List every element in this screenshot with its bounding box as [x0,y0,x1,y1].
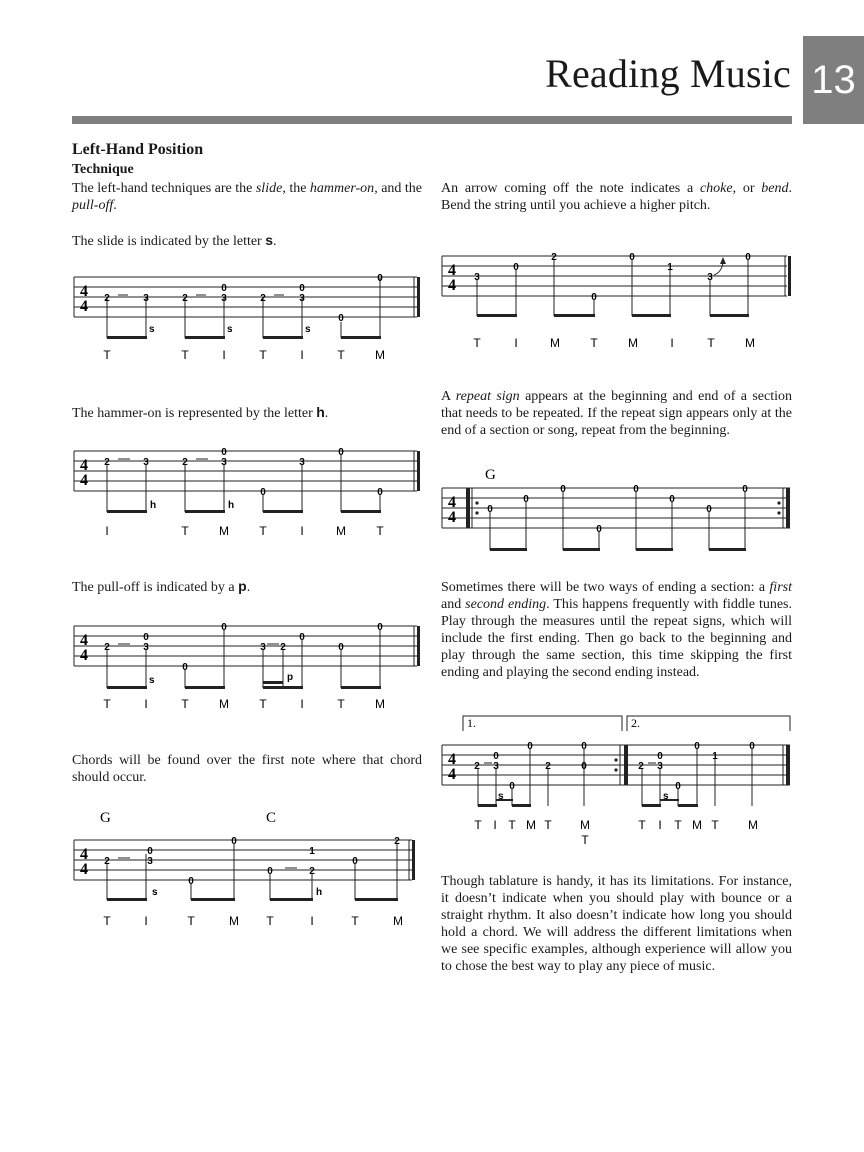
finger-label: I [144,697,148,711]
fret-number: 0 [633,484,639,495]
finger-label: T [181,348,189,362]
fret-number: 0 [487,504,493,515]
finger-label: M [692,818,702,832]
fret-number: 0 [657,751,663,762]
fret-number: 0 [221,283,227,294]
finger-label: T [351,914,359,928]
finger-label: T [581,833,589,847]
fret-number: 3 [143,457,149,468]
choke-paragraph: An arrow coming off the note indicates a choke, or bend. Bend the string until you achieve a higher pitch. [441,181,792,213]
finger-label: M [580,818,590,832]
time-sig-bottom: 4 [448,509,456,526]
finger-label: T [474,818,482,832]
finger-label: T [103,914,111,928]
finger-label: T [259,348,267,362]
finger-label: M [550,336,560,350]
fret-number: 0 [581,741,587,752]
time-sig-bottom: 4 [448,766,456,783]
fret-number: 0 [377,273,383,284]
fret-number: 3 [657,761,663,772]
finger-label: M [219,524,229,538]
fret-number: 0 [299,283,305,294]
finger-label: I [493,818,497,832]
fret-number: 3 [221,457,227,468]
time-sig-bottom: 4 [80,647,88,664]
technique-mark: h [316,887,323,898]
time-sig-bottom: 4 [80,472,88,489]
finger-label: I [105,524,109,538]
fret-number: 0 [509,781,515,792]
fret-number: 3 [474,272,480,283]
finger-label: T [103,348,111,362]
time-sig-top: 4 [80,457,88,474]
fret-number: 0 [182,662,188,673]
fret-number: 3 [707,272,713,283]
time-sig-bottom: 4 [80,861,88,878]
finger-label: M [748,818,758,832]
finger-label: M [336,524,346,538]
time-sig-top: 4 [448,494,456,511]
fret-number: 2 [638,761,644,772]
finger-label: T [508,818,516,832]
fret-number: 0 [513,262,519,273]
technique-mark: s [149,675,155,686]
fret-number: 0 [267,866,273,877]
fret-number: 2 [104,642,110,653]
fret-number: 0 [745,252,751,263]
chord-name: G [485,467,496,483]
finger-label: I [300,524,304,538]
finger-label: T [674,818,682,832]
finger-label: M [375,697,385,711]
fret-number: 0 [493,751,499,762]
repeat-paragraph: A repeat sign appears at the beginning and end of a section that needs to be repeated. If the repeat sign appears only at the end of a section or song, repeat from the beginning. [441,389,792,438]
finger-label: M [393,914,403,928]
fret-number: 2 [104,856,110,867]
finger-label: I [658,818,662,832]
fret-number: 0 [260,487,266,498]
fret-number: 0 [675,781,681,792]
fret-number: 3 [143,642,149,653]
ending-label: 1. [467,716,476,730]
fret-number: 0 [523,494,529,505]
fret-number: 0 [669,494,675,505]
fret-number: 3 [143,293,149,304]
fret-number: 0 [377,622,383,633]
technique-mark: s [227,324,233,335]
fret-number: 2 [104,293,110,304]
finger-label: I [300,348,304,362]
fret-number: 0 [377,487,383,498]
fret-number: 0 [596,524,602,535]
finger-label: T [259,697,267,711]
fret-number: 2 [280,642,286,653]
finger-label: M [526,818,536,832]
fret-number: 3 [221,293,227,304]
finger-label: M [375,348,385,362]
fret-number: 3 [260,642,266,653]
fret-number: 0 [742,484,748,495]
fret-number: 0 [221,622,227,633]
technique-mark: h [150,500,157,511]
fret-number: 2 [182,293,188,304]
chords-paragraph: Chords will be found over the first note where that chord should occur. [72,753,422,785]
time-sig-top: 4 [80,846,88,863]
fret-number: 1 [712,751,718,762]
pull-paragraph: The pull-off is indicated by a p. [72,578,251,595]
finger-label: M [229,914,239,928]
fret-number: 3 [299,457,305,468]
finger-label: T [376,524,384,538]
finger-label: T [181,524,189,538]
technique-mark: s [152,887,158,898]
fret-number: 2 [104,457,110,468]
finger-label: T [473,336,481,350]
section-title: Left-Hand Position [72,141,204,158]
limits-paragraph: Though tablature is handy, it has its limitations. For instance, it doesn’t indicate when you should play with bounce or a straight rhythm. It also doesn’t indicate how long you should hold a chord. We will address the different limitations when we see specific examples, although experience will allow you to chose the best way to play any piece of music. [441,874,792,974]
fret-number: 0 [147,846,153,857]
chord-name: C [266,810,277,826]
fret-number: 2 [309,866,315,877]
finger-label: I [144,914,148,928]
fret-number: 1 [309,846,315,857]
technique-mark: s [663,791,669,802]
fret-number: 0 [299,632,305,643]
fret-number: 0 [188,876,194,887]
fret-number: 0 [706,504,712,515]
finger-label: M [219,697,229,711]
finger-label: T [544,818,552,832]
fret-number: 2 [545,761,551,772]
finger-label: M [628,336,638,350]
hammer-paragraph: The hammer-on is represented by the letter h. [72,404,329,421]
finger-label: I [514,336,518,350]
fret-number: 3 [299,293,305,304]
fret-number: 1 [667,262,673,273]
finger-label: T [638,818,646,832]
page-number: 13 [811,57,856,102]
fret-number: 2 [394,836,400,847]
time-sig-top: 4 [80,632,88,649]
finger-label: T [266,914,274,928]
fret-number: 0 [749,741,755,752]
fret-number: 3 [147,856,153,867]
page-title: Reading Music [545,51,791,96]
technique-mark: h [228,500,235,511]
finger-label: T [259,524,267,538]
finger-label: T [590,336,598,350]
chord-name: G [100,810,111,826]
fret-number: 2 [551,252,557,263]
time-sig-top: 4 [448,751,456,768]
finger-label: T [103,697,111,711]
fret-number: 0 [231,836,237,847]
finger-label: T [707,336,715,350]
fret-number: 0 [338,642,344,653]
finger-label: I [222,348,226,362]
fret-number: 0 [221,447,227,458]
finger-label: T [711,818,719,832]
time-sig-bottom: 4 [80,298,88,315]
fret-number: 2 [182,457,188,468]
finger-label: I [670,336,674,350]
fret-number: 3 [493,761,499,772]
intro-paragraph: The left-hand techniques are the slide, the hammer-on, and the pull-off. [72,181,423,213]
finger-label: T [337,697,345,711]
fret-number: 0 [694,741,700,752]
technique-mark: s [498,791,504,802]
fret-number: 2 [260,293,266,304]
time-sig-top: 4 [448,262,456,279]
slide-paragraph: The slide is indicated by the letter s. [72,232,277,249]
fret-number: 0 [581,761,587,772]
technique-mark: s [149,324,155,335]
finger-label: T [181,697,189,711]
fret-number: 0 [143,632,149,643]
fret-number: 0 [560,484,566,495]
time-sig-top: 4 [80,283,88,300]
finger-label: I [300,697,304,711]
fret-number: 0 [629,252,635,263]
fret-number: 0 [338,447,344,458]
finger-label: I [310,914,314,928]
technique-mark: p [287,672,294,683]
finger-label: T [337,348,345,362]
ending-label: 2. [631,716,640,730]
technique-mark: s [305,324,311,335]
time-sig-bottom: 4 [448,277,456,294]
endings-paragraph: Sometimes there will be two ways of ending a section: a first and second ending. This happens frequently with fiddle tunes. Play through the measures until the repeat signs, which will include the first ending. Then go back to the beginning and play through the same section, this time skipping the first ending and playing the second ending instead. [441,580,792,680]
fret-number: 0 [352,856,358,867]
fret-number: 0 [527,741,533,752]
fret-number: 0 [591,292,597,303]
subsection-title: Technique [72,162,134,177]
finger-label: T [187,914,195,928]
fret-number: 0 [338,313,344,324]
finger-label: M [745,336,755,350]
fret-number: 2 [474,761,480,772]
